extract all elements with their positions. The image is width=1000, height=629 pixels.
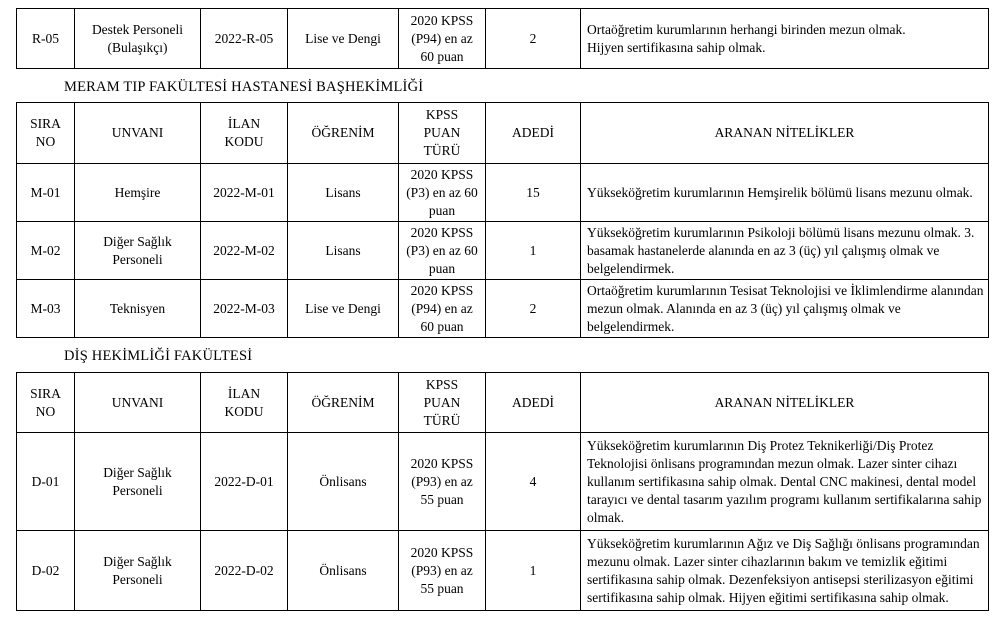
kpss-line: 2020 KPSS: [410, 455, 474, 471]
header-kpss: [399, 373, 486, 433]
sira-no: R-05: [32, 30, 59, 46]
nitelik-line: olmak.: [587, 509, 625, 525]
header-line: KODU: [224, 403, 264, 419]
unvan-line: Personeli: [112, 571, 163, 587]
unvan-cell: [75, 222, 201, 280]
header-line: İLAN: [227, 116, 261, 131]
header-label: UNVANI: [111, 125, 164, 140]
dis-hekimligi-table: [16, 372, 989, 611]
adet-cell: [486, 164, 581, 222]
adet-cell: [486, 222, 581, 280]
header-nitelik: [581, 103, 989, 164]
nitelik-line: mezunu olmak. Lazer sinter cihazlarının bakım ve temizlik eğitimi: [587, 553, 948, 569]
header-line: PUAN: [423, 394, 461, 410]
unvan-line: Personeli: [112, 251, 163, 267]
sira-no-cell: [17, 222, 75, 280]
adet-cell: [486, 433, 581, 531]
unvan-cell: [75, 433, 201, 531]
kpss-cell: [399, 9, 486, 69]
header-sira: [17, 373, 75, 433]
header-line: NO: [35, 403, 56, 419]
ogrenim: Lisans: [325, 184, 361, 200]
nitelik-line: Yükseköğretim kurumlarının Diş Protez Teknikerliği/Diş Protez: [587, 437, 934, 453]
header-adet: [486, 373, 581, 433]
kpss-cell: [399, 280, 486, 338]
nitelik-cell: [581, 531, 989, 611]
adet: 4: [529, 473, 537, 489]
header-line: TÜRÜ: [423, 143, 461, 158]
nitelik-cell: [581, 164, 989, 222]
kpss-line: 60 puan: [420, 318, 464, 334]
ilan-kodu: 2022-M-02: [213, 242, 275, 258]
header-label: ADEDİ: [512, 125, 554, 140]
kpss-line: 2020 KPSS: [410, 282, 474, 298]
header-line: TÜRÜ: [423, 412, 461, 428]
nitelik-line: Yükseköğretim kurumlarının Psikoloji bölümü lisans mezunu olmak. 3.: [587, 224, 975, 240]
kpss-line: 55 puan: [420, 491, 464, 507]
unvan-line: Destek Personeli: [91, 21, 184, 37]
adet-cell: [486, 9, 581, 69]
header-sira: [17, 103, 75, 164]
sira-no-cell: [17, 280, 75, 338]
ogrenim: Önlisans: [319, 562, 367, 578]
nitelik-line: Hijyen sertifikasına sahip olmak.: [587, 39, 766, 55]
adet: 2: [529, 300, 537, 316]
header-label: ADEDİ: [512, 394, 554, 410]
ogrenim-cell: [288, 531, 399, 611]
kpss-cell: [399, 531, 486, 611]
header-ilan: [201, 373, 288, 433]
adet-cell: [486, 531, 581, 611]
kpss-line: puan: [428, 202, 456, 218]
header-unvan: [75, 103, 201, 164]
meram-table: [16, 102, 989, 338]
unvan-line: Teknisyen: [109, 300, 166, 316]
header-label: ARANAN NİTELİKLER: [714, 394, 855, 410]
adet: 15: [526, 184, 540, 200]
table-row: [17, 222, 989, 280]
sira-no: M-01: [30, 184, 61, 200]
table-header-row: [17, 103, 989, 164]
unvan-line: Diğer Sağlık: [103, 464, 172, 480]
nitelik-cell: [581, 280, 989, 338]
kpss-line: 2020 KPSS: [410, 12, 474, 28]
nitelik-line: sertifikasına sahip olmak. Dezenfeksiyon antisepsi sterilizasyon eğitimi: [587, 571, 974, 587]
nitelik-line: Teknolojisi önlisans programından mezun olmak. Lazer sinter cihazı: [587, 455, 958, 471]
header-ogrenim: [288, 103, 399, 164]
nitelik-line: kullanım sertifikasına sahip olmak. Dental CNC makinesi, dental model: [587, 473, 977, 489]
header-line: KPSS: [425, 376, 459, 392]
ogrenim-cell: [288, 222, 399, 280]
nitelik-line: tarayıcı ve dental tasarım yazılım programı kullanım sertifikalarına sahip: [587, 491, 982, 507]
sira-no: M-02: [30, 242, 61, 258]
nitelik-line: basamak hastanelerde alanında en az 3 (üç) yıl çalışmış olmak ve: [587, 242, 940, 258]
header-line: PUAN: [423, 125, 461, 140]
ilan-kodu-cell: [201, 9, 288, 69]
table-row: [17, 433, 989, 531]
kpss-line: 60 puan: [420, 48, 464, 64]
ogrenim: Önlisans: [319, 473, 367, 489]
ogrenim: Lise ve Dengi: [305, 30, 381, 46]
ilan-kodu: 2022-R-05: [214, 30, 274, 46]
unvan-cell: [75, 531, 201, 611]
table-row: [17, 531, 989, 611]
ilan-kodu-cell: [201, 222, 288, 280]
header-line: İLAN: [227, 385, 261, 401]
section-title-dis-hekimligi: DİŞ HEKİMLİĞİ FAKÜLTESİ: [64, 348, 253, 364]
sira-no: M-03: [30, 300, 61, 316]
kpss-line: (P93) en az: [411, 562, 473, 578]
kpss-cell: [399, 222, 486, 280]
header-line: NO: [35, 134, 56, 149]
nitelik-line: Yükseköğretim kurumlarının Hemşirelik bölümü lisans mezunu olmak.: [587, 184, 973, 200]
header-line: KPSS: [425, 107, 459, 122]
kpss-line: (P94) en az: [411, 300, 473, 316]
unvan-cell: [75, 164, 201, 222]
kpss-line: 2020 KPSS: [410, 224, 474, 240]
ilan-kodu: 2022-M-03: [213, 300, 275, 316]
unvan-line: Hemşire: [114, 184, 161, 200]
table-row: [17, 164, 989, 222]
kpss-line: (P93) en az: [411, 473, 473, 489]
ilan-kodu: 2022-M-01: [213, 184, 275, 200]
kpss-cell: [399, 164, 486, 222]
ilan-kodu-cell: [201, 164, 288, 222]
unvan-line: Diğer Sağlık: [103, 233, 172, 249]
unvan-line: Personeli: [112, 482, 163, 498]
ogrenim-cell: [288, 433, 399, 531]
kpss-line: (P94) en az: [411, 30, 473, 46]
header-label: UNVANI: [111, 394, 164, 410]
sira-no: D-02: [31, 562, 60, 578]
nitelik-line: Ortaöğretim kurumlarının Tesisat Teknolojisi ve İklimlendirme alanından: [587, 282, 984, 298]
kpss-line: (P3) en az 60: [406, 242, 478, 258]
header-ogrenim: [288, 373, 399, 433]
nitelik-line: Yükseköğretim kurumlarının Ağız ve Diş Sağlığı önlisans programından: [587, 535, 980, 551]
ogrenim-cell: [288, 280, 399, 338]
adet-cell: [486, 280, 581, 338]
table-header-row: [17, 373, 989, 433]
sira-no-cell: [17, 164, 75, 222]
nitelik-line: sertifikasına sahip olmak. Hijyen eğitimi sertifikasına sahip olmak.: [587, 589, 949, 605]
ogrenim: Lise ve Dengi: [305, 300, 381, 316]
unvan-line: Diğer Sağlık: [103, 553, 172, 569]
sira-no-cell: [17, 531, 75, 611]
kpss-line: 2020 KPSS: [410, 544, 474, 560]
kpss-cell: [399, 433, 486, 531]
header-unvan: [75, 373, 201, 433]
kpss-line: 2020 KPSS: [410, 166, 474, 182]
adet: 2: [529, 30, 537, 46]
table-row: [17, 280, 989, 338]
header-ilan: [201, 103, 288, 164]
nitelik-cell: [581, 9, 989, 69]
nitelik-line: belgelendirmek.: [587, 260, 675, 276]
ogrenim: Lisans: [325, 242, 361, 258]
header-label: ÖĞRENİM: [311, 394, 375, 410]
ogrenim-cell: [288, 9, 399, 69]
sira-no-cell: [17, 433, 75, 531]
header-line: KODU: [224, 134, 264, 149]
ilan-kodu-cell: [201, 280, 288, 338]
ilan-kodu: 2022-D-02: [214, 562, 274, 578]
kpss-line: puan: [428, 260, 456, 276]
adet: 1: [529, 242, 537, 258]
unvan-line: (Bulaşıkçı): [107, 39, 168, 55]
section-title-meram: MERAM TIP FAKÜLTESİ HASTANESİ BAŞHEKİMLİĞİ: [64, 79, 424, 95]
kpss-line: 55 puan: [420, 580, 464, 596]
header-label: ARANAN NİTELİKLER: [714, 125, 855, 140]
nitelik-line: mezun olmak. Alanında en az 3 (üç) yıl çalışmış olmak ve belgelendirmek.: [587, 300, 901, 334]
header-line: SIRA: [30, 116, 61, 131]
header-adet: [486, 103, 581, 164]
unvan-cell: [75, 9, 201, 69]
ilan-kodu: 2022-D-01: [214, 473, 274, 489]
table-row: [17, 9, 989, 69]
header-label: ÖĞRENİM: [311, 125, 375, 140]
kpss-line: (P3) en az 60: [406, 184, 478, 200]
nitelik-cell: [581, 433, 989, 531]
sira-no: D-01: [31, 473, 60, 489]
unvan-cell: [75, 280, 201, 338]
nitelik-line: Ortaöğretim kurumlarının herhangi birinden mezun olmak.: [587, 21, 906, 37]
nitelik-cell: [581, 222, 989, 280]
ilan-kodu-cell: [201, 531, 288, 611]
ilan-kodu-cell: [201, 433, 288, 531]
sira-no-cell: [17, 9, 75, 69]
header-nitelik: [581, 373, 989, 433]
header-line: SIRA: [30, 385, 61, 401]
header-kpss: [399, 103, 486, 164]
ogrenim-cell: [288, 164, 399, 222]
adet: 1: [529, 562, 537, 578]
top-continuation-table: [16, 8, 989, 69]
